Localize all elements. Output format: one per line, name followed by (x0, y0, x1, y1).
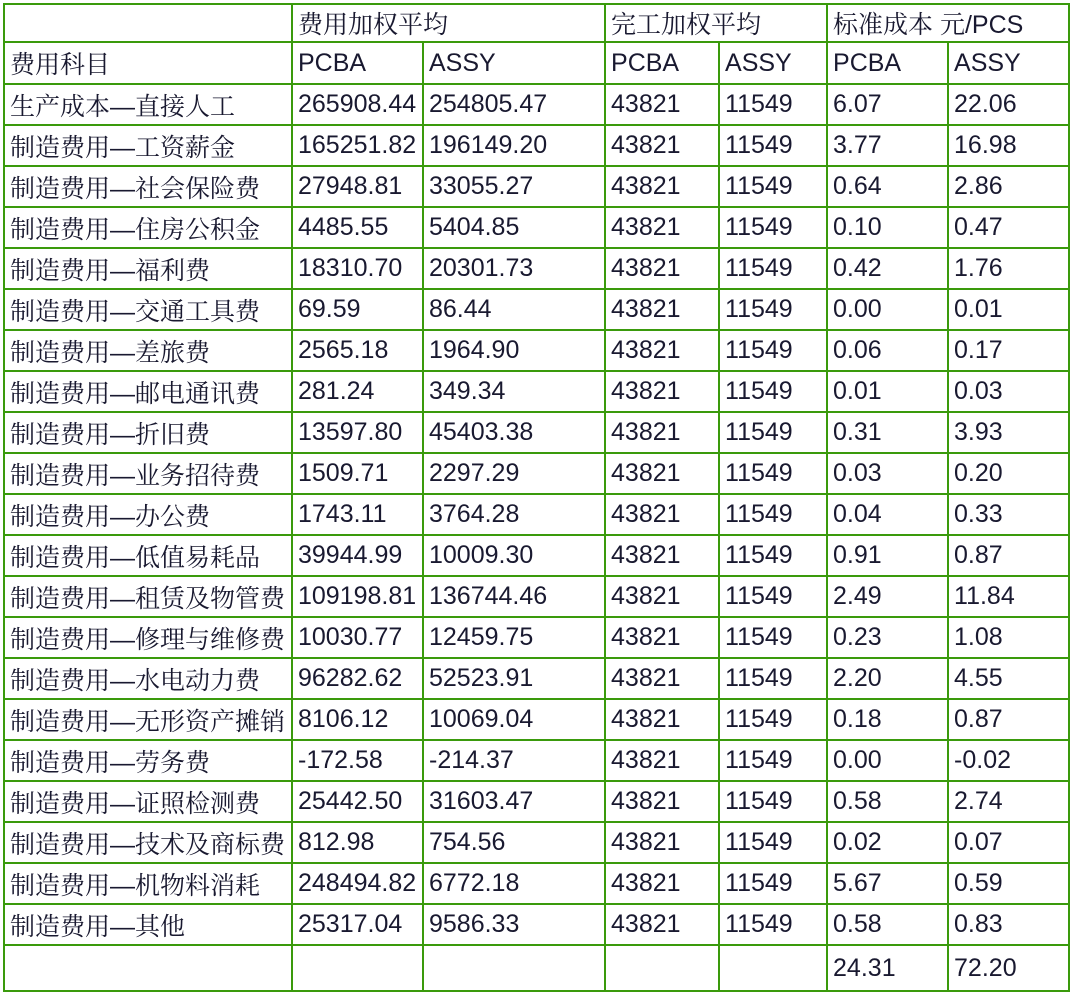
fee-pcba-cell: 10030.77 (292, 617, 423, 658)
fee-assy-cell: 33055.27 (423, 166, 605, 207)
completion-pcba-cell: 43821 (605, 822, 719, 863)
header-group-fee-weighted-avg: 费用加权平均 (292, 4, 605, 42)
fee-pcba-cell: 69.59 (292, 289, 423, 330)
fee-assy-cell: 136744.46 (423, 576, 605, 617)
completion-assy-cell: 11549 (719, 822, 827, 863)
column-header-fee-pcba: PCBA (292, 42, 423, 84)
table-row (4, 863, 1069, 904)
stdcost-assy-cell: 0.59 (948, 863, 1069, 904)
total-row (4, 945, 1069, 991)
fee-assy-cell: 754.56 (423, 822, 605, 863)
fee-assy-cell: 196149.20 (423, 125, 605, 166)
expense-category-cell: 制造费用—修理与维修费 (4, 617, 292, 658)
fee-pcba-cell: 165251.82 (292, 125, 423, 166)
table-row (4, 84, 1069, 125)
stdcost-pcba-cell: 2.20 (827, 658, 948, 699)
fee-pcba-cell: 27948.81 (292, 166, 423, 207)
completion-assy-cell: 11549 (719, 84, 827, 125)
completion-pcba-cell: 43821 (605, 617, 719, 658)
completion-assy-cell: 11549 (719, 863, 827, 904)
fee-pcba-cell: 1743.11 (292, 494, 423, 535)
stdcost-assy-cell: 0.03 (948, 371, 1069, 412)
table-row (4, 535, 1069, 576)
stdcost-pcba-cell: 0.03 (827, 453, 948, 494)
expense-category-cell: 制造费用—无形资产摊销 (4, 699, 292, 740)
fee-pcba-cell: -172.58 (292, 740, 423, 781)
fee-pcba-cell: 18310.70 (292, 248, 423, 289)
fee-assy-cell: 6772.18 (423, 863, 605, 904)
table-row (4, 822, 1069, 863)
completion-pcba-cell: 43821 (605, 412, 719, 453)
column-header-completion-pcba: PCBA (605, 42, 719, 84)
stdcost-pcba-cell: 6.07 (827, 84, 948, 125)
header-group-completion-weighted-avg: 完工加权平均 (605, 4, 827, 42)
expense-category-cell: 制造费用—租赁及物管费 (4, 576, 292, 617)
completion-assy-cell: 11549 (719, 699, 827, 740)
expense-category-cell: 制造费用—证照检测费 (4, 781, 292, 822)
fee-pcba-cell: 2565.18 (292, 330, 423, 371)
total-empty-cell (605, 945, 719, 991)
stdcost-assy-cell: 1.08 (948, 617, 1069, 658)
completion-assy-cell: 11549 (719, 248, 827, 289)
fee-pcba-cell: 39944.99 (292, 535, 423, 576)
completion-pcba-cell: 43821 (605, 84, 719, 125)
stdcost-assy-cell: 0.20 (948, 453, 1069, 494)
fee-pcba-cell: 96282.62 (292, 658, 423, 699)
table-row (4, 740, 1069, 781)
stdcost-assy-cell: 0.33 (948, 494, 1069, 535)
completion-assy-cell: 11549 (719, 740, 827, 781)
table-row (4, 904, 1069, 945)
total-empty-cell (719, 945, 827, 991)
stdcost-assy-cell: 0.83 (948, 904, 1069, 945)
stdcost-pcba-cell: 0.42 (827, 248, 948, 289)
stdcost-assy-cell: 0.07 (948, 822, 1069, 863)
stdcost-assy-cell: 0.87 (948, 699, 1069, 740)
total-stdcost-pcba: 24.31 (827, 945, 948, 991)
stdcost-assy-cell: 16.98 (948, 125, 1069, 166)
completion-pcba-cell: 43821 (605, 740, 719, 781)
stdcost-assy-cell: 4.55 (948, 658, 1069, 699)
stdcost-pcba-cell: 0.02 (827, 822, 948, 863)
table-body (4, 84, 1069, 945)
completion-assy-cell: 11549 (719, 658, 827, 699)
stdcost-pcba-cell: 0.00 (827, 289, 948, 330)
completion-pcba-cell: 43821 (605, 289, 719, 330)
table-row (4, 658, 1069, 699)
fee-pcba-cell: 25317.04 (292, 904, 423, 945)
completion-pcba-cell: 43821 (605, 781, 719, 822)
stdcost-pcba-cell: 0.31 (827, 412, 948, 453)
completion-assy-cell: 11549 (719, 576, 827, 617)
expense-category-cell: 制造费用—低值易耗品 (4, 535, 292, 576)
fee-assy-cell: 10069.04 (423, 699, 605, 740)
stdcost-pcba-cell: 3.77 (827, 125, 948, 166)
stdcost-pcba-cell: 2.49 (827, 576, 948, 617)
completion-pcba-cell: 43821 (605, 535, 719, 576)
completion-pcba-cell: 43821 (605, 453, 719, 494)
stdcost-assy-cell: 0.47 (948, 207, 1069, 248)
expense-category-cell: 制造费用—折旧费 (4, 412, 292, 453)
column-header-expense-category: 费用科目 (4, 42, 292, 84)
stdcost-pcba-cell: 0.23 (827, 617, 948, 658)
completion-pcba-cell: 43821 (605, 330, 719, 371)
table-row (4, 453, 1069, 494)
fee-assy-cell: 45403.38 (423, 412, 605, 453)
completion-assy-cell: 11549 (719, 207, 827, 248)
stdcost-assy-cell: 0.01 (948, 289, 1069, 330)
completion-pcba-cell: 43821 (605, 371, 719, 412)
stdcost-pcba-cell: 0.10 (827, 207, 948, 248)
fee-pcba-cell: 812.98 (292, 822, 423, 863)
table-row (4, 494, 1069, 535)
completion-pcba-cell: 43821 (605, 699, 719, 740)
stdcost-pcba-cell: 0.04 (827, 494, 948, 535)
fee-assy-cell: 349.34 (423, 371, 605, 412)
stdcost-assy-cell: 0.87 (948, 535, 1069, 576)
completion-assy-cell: 11549 (719, 412, 827, 453)
stdcost-pcba-cell: 0.06 (827, 330, 948, 371)
table-row (4, 781, 1069, 822)
column-header-stdcost-pcba: PCBA (827, 42, 948, 84)
expense-category-cell: 制造费用—技术及商标费 (4, 822, 292, 863)
fee-assy-cell: 52523.91 (423, 658, 605, 699)
fee-assy-cell: 254805.47 (423, 84, 605, 125)
completion-pcba-cell: 43821 (605, 863, 719, 904)
table-row (4, 576, 1069, 617)
completion-pcba-cell: 43821 (605, 125, 719, 166)
completion-assy-cell: 11549 (719, 535, 827, 576)
total-empty-cell (4, 945, 292, 991)
completion-assy-cell: 11549 (719, 166, 827, 207)
fee-assy-cell: 5404.85 (423, 207, 605, 248)
completion-pcba-cell: 43821 (605, 207, 719, 248)
stdcost-assy-cell: 2.86 (948, 166, 1069, 207)
fee-pcba-cell: 13597.80 (292, 412, 423, 453)
expense-category-cell: 制造费用—其他 (4, 904, 292, 945)
completion-assy-cell: 11549 (719, 371, 827, 412)
fee-pcba-cell: 8106.12 (292, 699, 423, 740)
completion-assy-cell: 11549 (719, 330, 827, 371)
completion-assy-cell: 11549 (719, 617, 827, 658)
completion-pcba-cell: 43821 (605, 248, 719, 289)
expense-category-cell: 制造费用—福利费 (4, 248, 292, 289)
fee-assy-cell: -214.37 (423, 740, 605, 781)
stdcost-assy-cell: -0.02 (948, 740, 1069, 781)
header-group-empty (4, 4, 292, 42)
completion-assy-cell: 11549 (719, 125, 827, 166)
expense-category-cell: 制造费用—交通工具费 (4, 289, 292, 330)
stdcost-assy-cell: 11.84 (948, 576, 1069, 617)
fee-assy-cell: 10009.30 (423, 535, 605, 576)
total-empty-cell (423, 945, 605, 991)
table-row (4, 330, 1069, 371)
fee-assy-cell: 31603.47 (423, 781, 605, 822)
expense-category-cell: 制造费用—差旅费 (4, 330, 292, 371)
fee-pcba-cell: 248494.82 (292, 863, 423, 904)
expense-category-cell: 制造费用—社会保险费 (4, 166, 292, 207)
stdcost-pcba-cell: 0.18 (827, 699, 948, 740)
table-row (4, 617, 1069, 658)
expense-category-cell: 制造费用—工资薪金 (4, 125, 292, 166)
fee-assy-cell: 86.44 (423, 289, 605, 330)
completion-assy-cell: 11549 (719, 494, 827, 535)
fee-pcba-cell: 4485.55 (292, 207, 423, 248)
stdcost-pcba-cell: 5.67 (827, 863, 948, 904)
fee-assy-cell: 3764.28 (423, 494, 605, 535)
table-row (4, 289, 1069, 330)
stdcost-assy-cell: 1.76 (948, 248, 1069, 289)
fee-assy-cell: 2297.29 (423, 453, 605, 494)
completion-assy-cell: 11549 (719, 781, 827, 822)
fee-assy-cell: 12459.75 (423, 617, 605, 658)
table-row (4, 125, 1069, 166)
fee-pcba-cell: 281.24 (292, 371, 423, 412)
table-row (4, 699, 1069, 740)
fee-pcba-cell: 109198.81 (292, 576, 423, 617)
stdcost-assy-cell: 22.06 (948, 84, 1069, 125)
expense-category-cell: 制造费用—住房公积金 (4, 207, 292, 248)
completion-pcba-cell: 43821 (605, 166, 719, 207)
column-header-fee-assy: ASSY (423, 42, 605, 84)
column-header-stdcost-assy: ASSY (948, 42, 1069, 84)
expense-category-cell: 制造费用—水电动力费 (4, 658, 292, 699)
total-stdcost-assy: 72.20 (948, 945, 1069, 991)
expense-category-cell: 生产成本—直接人工 (4, 84, 292, 125)
completion-pcba-cell: 43821 (605, 494, 719, 535)
stdcost-pcba-cell: 0.00 (827, 740, 948, 781)
header-group-standard-cost: 标准成本 元/PCS (827, 4, 1069, 42)
header-group-row (4, 4, 1069, 42)
table-row (4, 248, 1069, 289)
stdcost-pcba-cell: 0.58 (827, 904, 948, 945)
table-row (4, 371, 1069, 412)
standard-cost-table (3, 3, 1070, 992)
fee-assy-cell: 9586.33 (423, 904, 605, 945)
stdcost-assy-cell: 0.17 (948, 330, 1069, 371)
stdcost-pcba-cell: 0.58 (827, 781, 948, 822)
stdcost-assy-cell: 2.74 (948, 781, 1069, 822)
stdcost-pcba-cell: 0.64 (827, 166, 948, 207)
expense-category-cell: 制造费用—机物料消耗 (4, 863, 292, 904)
stdcost-pcba-cell: 0.91 (827, 535, 948, 576)
expense-category-cell: 制造费用—邮电通讯费 (4, 371, 292, 412)
completion-pcba-cell: 43821 (605, 576, 719, 617)
column-header-completion-assy: ASSY (719, 42, 827, 84)
completion-assy-cell: 11549 (719, 289, 827, 330)
table-row (4, 207, 1069, 248)
completion-assy-cell: 11549 (719, 453, 827, 494)
completion-pcba-cell: 43821 (605, 904, 719, 945)
fee-assy-cell: 1964.90 (423, 330, 605, 371)
expense-category-cell: 制造费用—办公费 (4, 494, 292, 535)
stdcost-assy-cell: 3.93 (948, 412, 1069, 453)
fee-pcba-cell: 1509.71 (292, 453, 423, 494)
table-row (4, 412, 1069, 453)
subheader-row (4, 42, 1069, 84)
fee-pcba-cell: 25442.50 (292, 781, 423, 822)
table-row (4, 166, 1069, 207)
fee-pcba-cell: 265908.44 (292, 84, 423, 125)
completion-pcba-cell: 43821 (605, 658, 719, 699)
fee-assy-cell: 20301.73 (423, 248, 605, 289)
expense-category-cell: 制造费用—劳务费 (4, 740, 292, 781)
completion-assy-cell: 11549 (719, 904, 827, 945)
expense-category-cell: 制造费用—业务招待费 (4, 453, 292, 494)
total-empty-cell (292, 945, 423, 991)
stdcost-pcba-cell: 0.01 (827, 371, 948, 412)
